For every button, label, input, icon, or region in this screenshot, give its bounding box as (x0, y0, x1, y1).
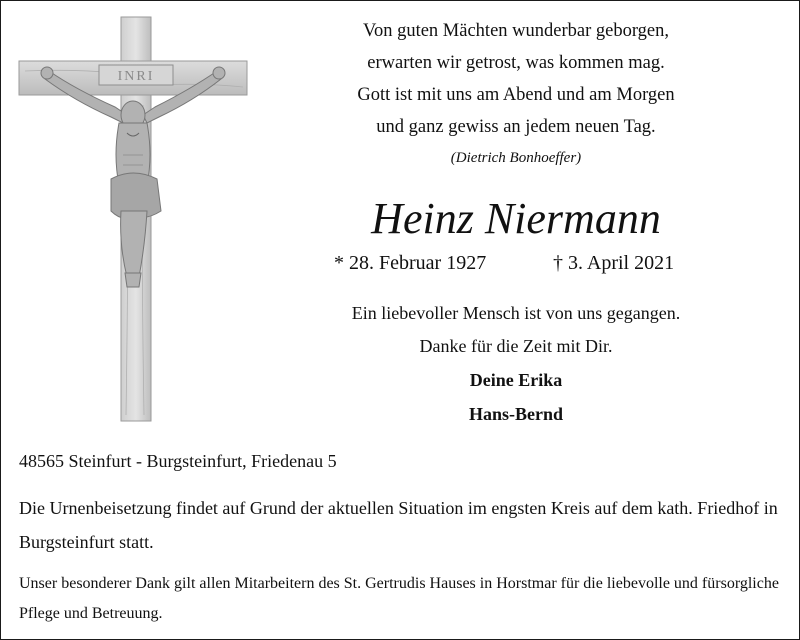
deceased-name: Heinz Niermann (371, 194, 661, 243)
message-line: Danke für die Zeit mit Dir. (419, 336, 613, 356)
mourners (301, 363, 731, 431)
poem-line: Von guten Mächten wunderbar geborgen, (362, 21, 670, 41)
poem (301, 15, 731, 173)
message-line: Ein liebevoller Mensch ist von uns gegangen. (351, 303, 681, 323)
thanks-notice: Unser besonderer Dank gilt allen Mitarbeitern des St. Gertrudis Hauses in Horstmar für die liebevolle und fürsorgliche Pflege und Betreuung. (19, 575, 779, 622)
death-date: † 3. April 2021 (553, 252, 675, 274)
birth-date: * 28. Februar 1927 (334, 252, 487, 274)
poem-line: Gott ist mit uns am Abend und am Morgen (357, 85, 675, 105)
crucifix-image (15, 15, 251, 425)
poem-author: (Dietrich Bonhoeffer) (450, 150, 582, 166)
mourner-name: Deine Erika (469, 370, 563, 390)
poem-line: und ganz gewiss an jedem neuen Tag. (376, 117, 656, 137)
mourner-name: Hans-Bernd (468, 404, 564, 424)
inri-inscription: INRI (117, 69, 155, 84)
mourner-address: 48565 Steinfurt - Burgsteinfurt, Friedenau 5 (19, 451, 337, 471)
farewell-message (301, 297, 731, 363)
burial-notice: Die Urnenbeisetzung findet auf Grund der aktuellen Situation im engsten Kreis auf dem kath. Friedhof in Burgsteinfurt statt. (19, 498, 778, 552)
poem-line: erwarten wir getrost, was kommen mag. (367, 53, 665, 73)
